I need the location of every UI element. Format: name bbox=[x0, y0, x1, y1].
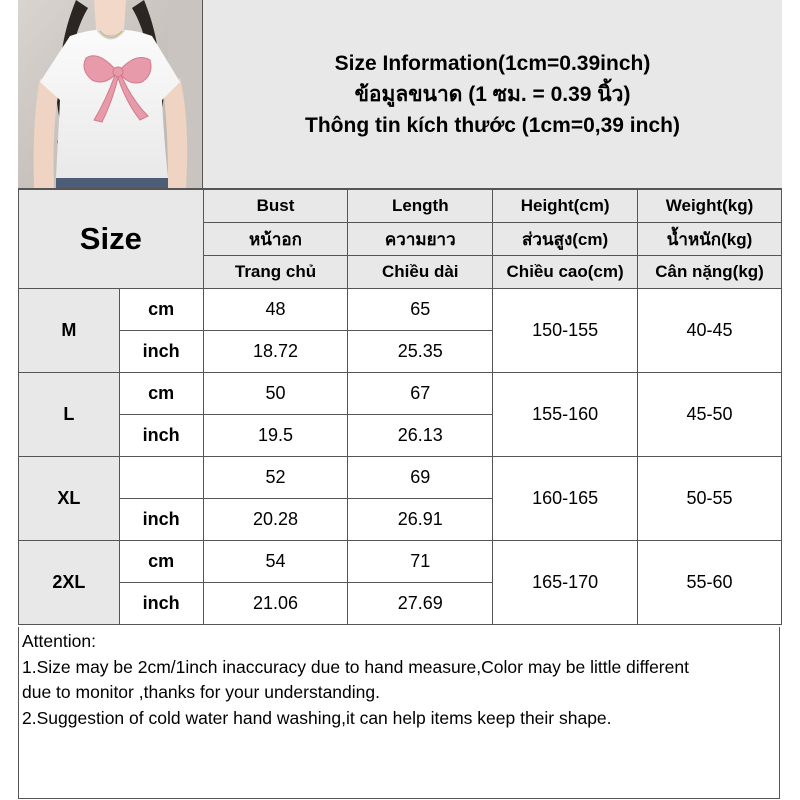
title-thai: ข้อมูลขนาด (1 ซม. = 0.39 นิ้ว) bbox=[354, 82, 631, 106]
column-header-length-th: ความยาว bbox=[348, 223, 493, 256]
unit-label: cm bbox=[119, 541, 203, 583]
table-row bbox=[19, 457, 782, 499]
unit-label: inch bbox=[119, 499, 203, 541]
size-chart bbox=[18, 0, 782, 800]
size-table bbox=[18, 189, 782, 625]
column-header-height-th: ส่วนสูง(cm) bbox=[493, 223, 638, 256]
column-header-bust-vi: Trang chủ bbox=[203, 256, 348, 289]
height-range: 150-155 bbox=[493, 289, 638, 373]
table-row bbox=[19, 541, 782, 583]
note-line: 1.Size may be 2cm/1inch inaccuracy due to hand measure,Color may be little different bbox=[22, 656, 689, 677]
bust-value: 54 bbox=[203, 541, 348, 583]
weight-range: 55-60 bbox=[638, 541, 782, 625]
column-header-bust-th: หน้าอก bbox=[203, 223, 348, 256]
unit-label: cm bbox=[119, 373, 203, 415]
size-name: XL bbox=[19, 457, 120, 541]
bust-value: 21.06 bbox=[203, 583, 348, 625]
length-value: 69 bbox=[348, 457, 493, 499]
header-row-english bbox=[19, 190, 782, 223]
bust-value: 50 bbox=[203, 373, 348, 415]
column-header-height: Height(cm) bbox=[493, 190, 638, 223]
length-value: 25.35 bbox=[348, 331, 493, 373]
size-info-title bbox=[203, 0, 782, 189]
weight-range: 50-55 bbox=[638, 457, 782, 541]
note-line: due to monitor ,thanks for your understanding. bbox=[22, 682, 380, 702]
weight-range: 40-45 bbox=[638, 289, 782, 373]
product-photo bbox=[18, 0, 203, 189]
column-header-weight: Weight(kg) bbox=[638, 190, 782, 223]
table-row bbox=[19, 373, 782, 415]
height-range: 165-170 bbox=[493, 541, 638, 625]
column-header-bust: Bust bbox=[203, 190, 348, 223]
column-header-length-vi: Chiều dài bbox=[348, 256, 493, 289]
unit-label bbox=[119, 457, 203, 499]
size-name: 2XL bbox=[19, 541, 120, 625]
bust-value: 20.28 bbox=[203, 499, 348, 541]
unit-label: inch bbox=[119, 331, 203, 373]
size-name: M bbox=[19, 289, 120, 373]
length-value: 27.69 bbox=[348, 583, 493, 625]
length-value: 26.91 bbox=[348, 499, 493, 541]
bust-value: 48 bbox=[203, 289, 348, 331]
attention-notes bbox=[18, 627, 780, 799]
unit-label: inch bbox=[119, 415, 203, 457]
unit-label: cm bbox=[119, 289, 203, 331]
bust-value: 18.72 bbox=[203, 331, 348, 373]
length-value: 26.13 bbox=[348, 415, 493, 457]
weight-range: 45-50 bbox=[638, 373, 782, 457]
length-value: 65 bbox=[348, 289, 493, 331]
column-header-weight-th: น้ำหนัก(kg) bbox=[638, 223, 782, 256]
height-range: 160-165 bbox=[493, 457, 638, 541]
title-vietnamese: Thông tin kích thước (1cm=0,39 inch) bbox=[305, 113, 680, 137]
height-range: 155-160 bbox=[493, 373, 638, 457]
column-header-height-vi: Chiều cao(cm) bbox=[493, 256, 638, 289]
size-name: L bbox=[19, 373, 120, 457]
title-english: Size Information(1cm=0.39inch) bbox=[334, 51, 651, 75]
column-header-length: Length bbox=[348, 190, 493, 223]
unit-label: inch bbox=[119, 583, 203, 625]
length-value: 71 bbox=[348, 541, 493, 583]
model-tshirt-image bbox=[18, 0, 202, 188]
column-header-weight-vi: Cân nặng(kg) bbox=[638, 256, 782, 289]
bust-value: 19.5 bbox=[203, 415, 348, 457]
bust-value: 52 bbox=[203, 457, 348, 499]
size-header: Size bbox=[19, 190, 204, 289]
note-line: 2.Suggestion of cold water hand washing,it can help items keep their shape. bbox=[22, 707, 612, 728]
table-row bbox=[19, 289, 782, 331]
length-value: 67 bbox=[348, 373, 493, 415]
attention-heading: Attention: bbox=[22, 631, 96, 651]
